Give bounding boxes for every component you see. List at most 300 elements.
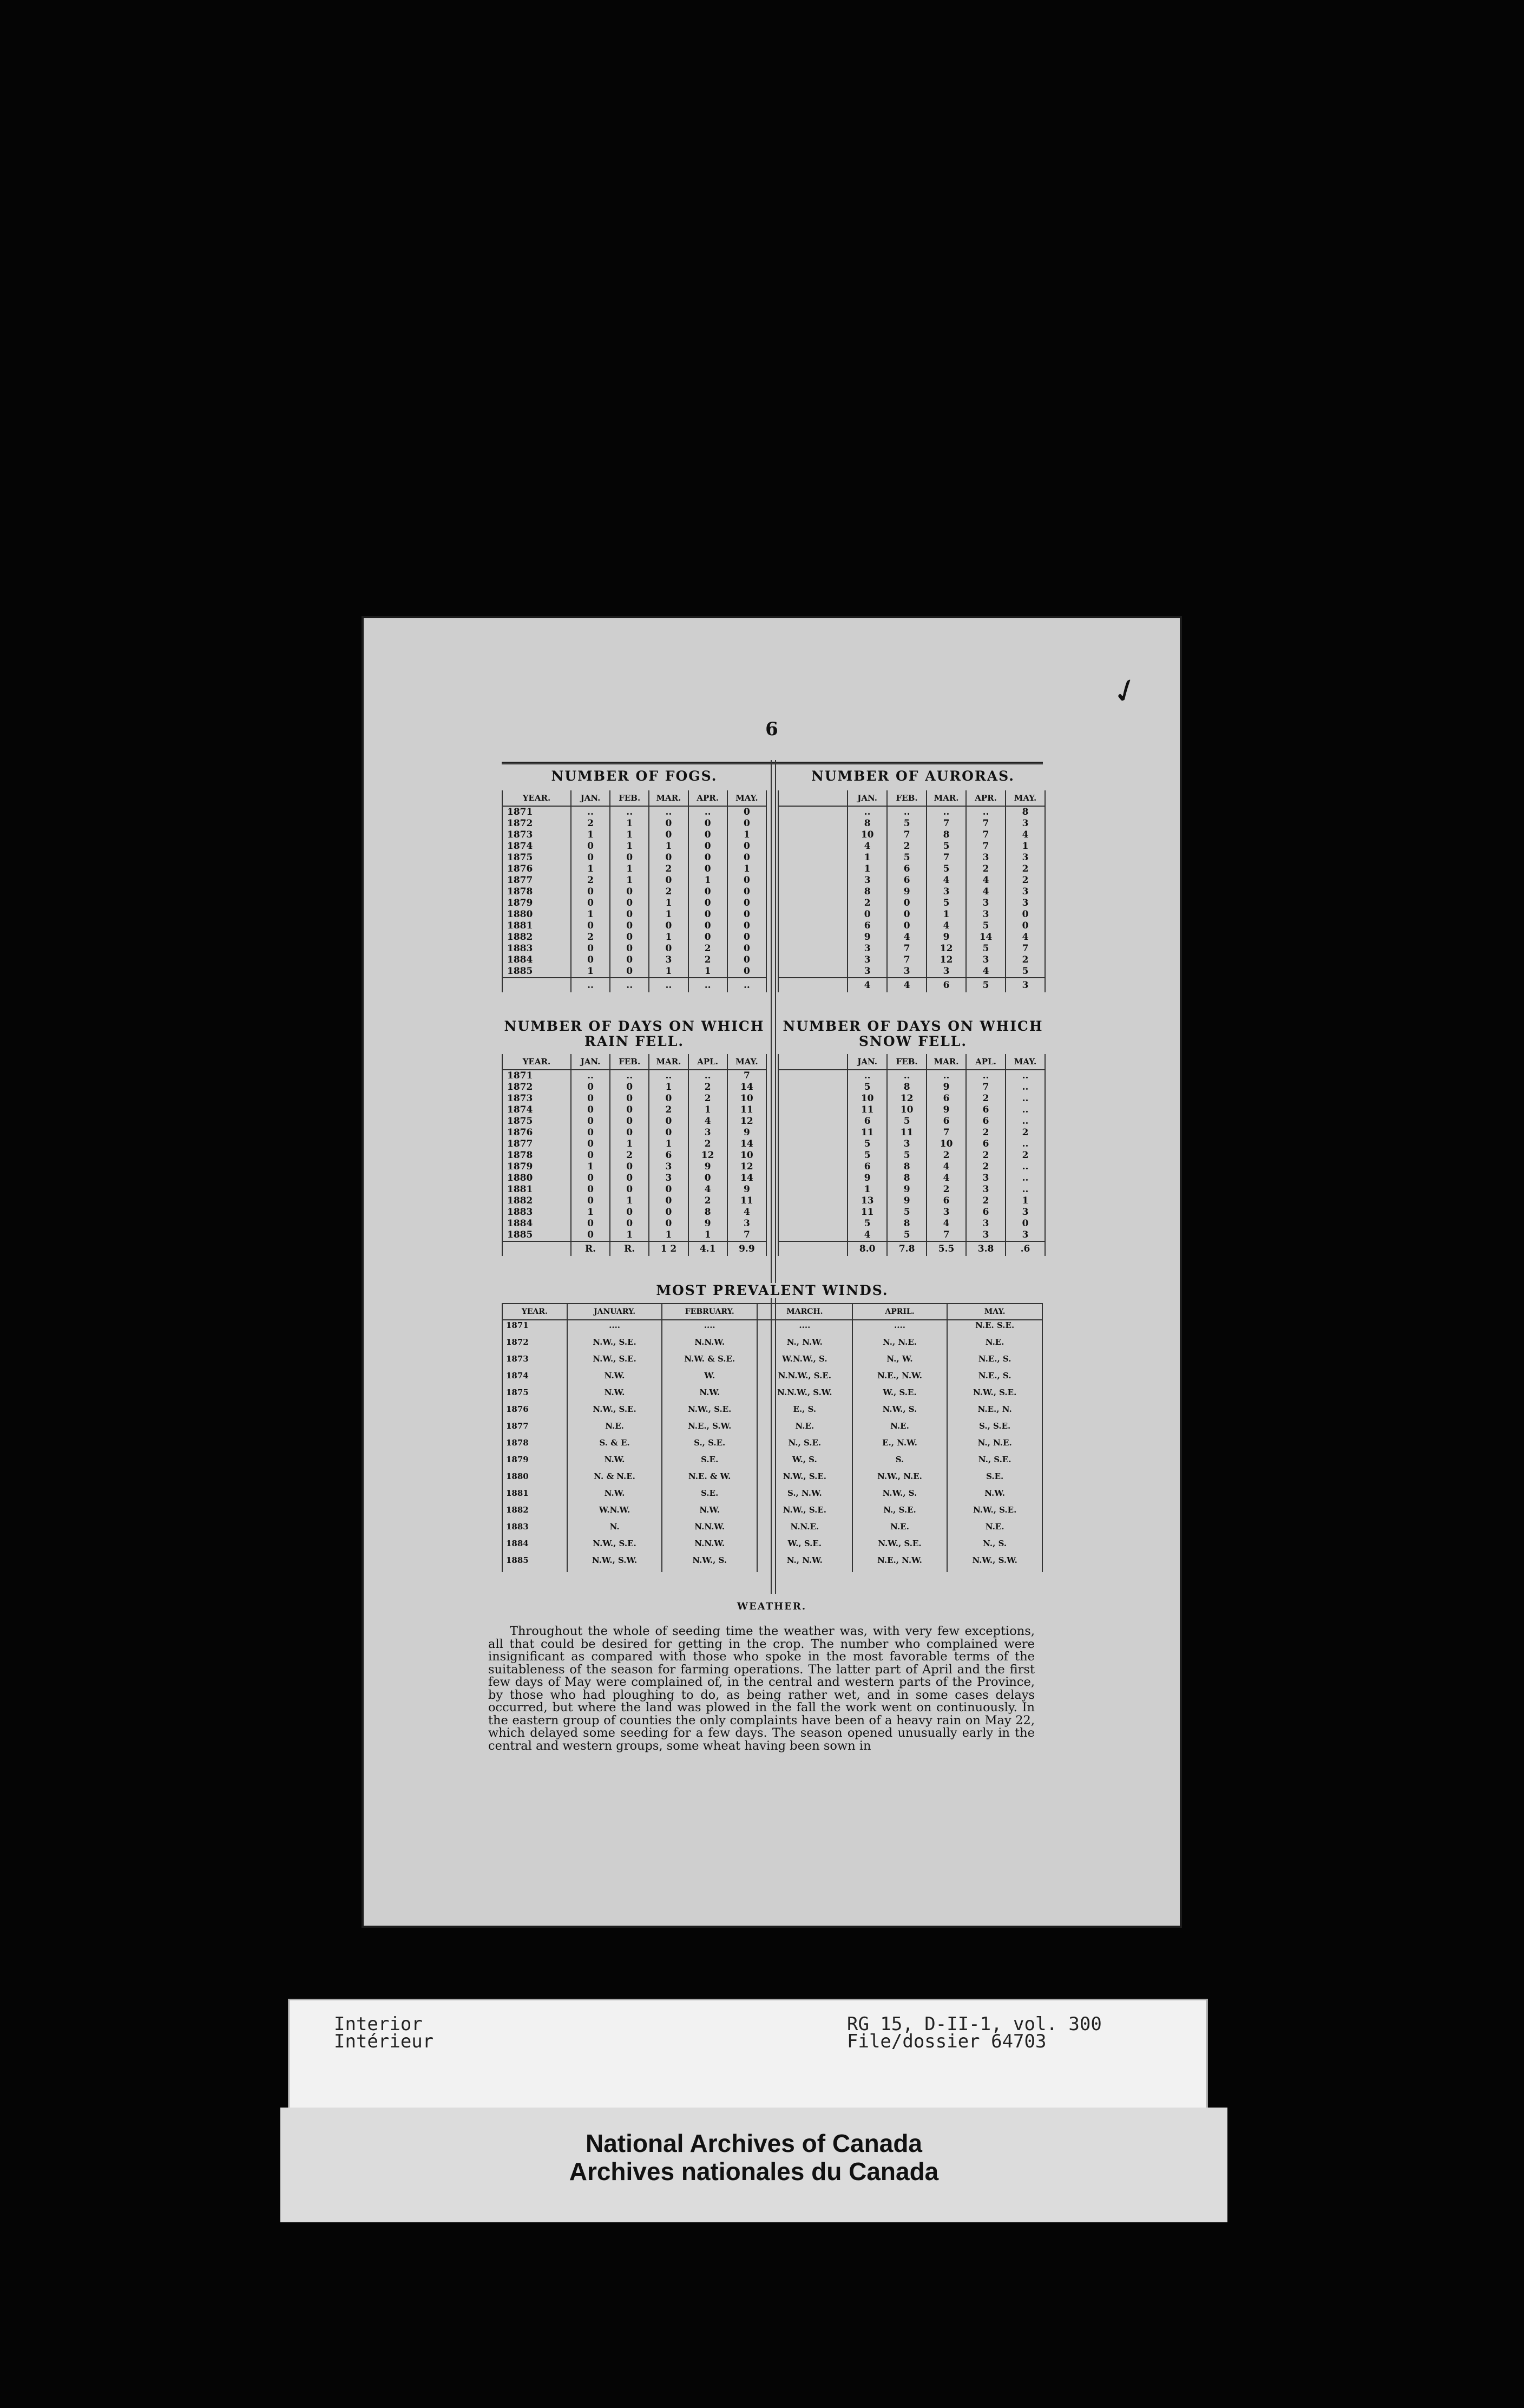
winds-header-cell: APRIL.: [852, 1304, 948, 1320]
auroras-cell: [778, 806, 848, 818]
rain-cell: 0: [649, 1093, 688, 1104]
snow-cell: 11: [887, 1127, 927, 1138]
auroras-cell: 4: [1006, 829, 1045, 841]
rain-cell: ..: [649, 1070, 688, 1082]
fogs-cell: 0: [571, 841, 610, 852]
winds-cell: E., N.W.: [852, 1438, 948, 1455]
fogs-cell: 0: [571, 852, 610, 863]
auroras-cell: 3: [966, 954, 1006, 966]
table-row: [778, 852, 1045, 863]
auroras-total-cell: 4: [887, 978, 927, 992]
fogs-cell: 1: [649, 909, 688, 920]
snow-cell: 9: [887, 1195, 927, 1207]
fogs-cell: 1884: [502, 954, 571, 966]
winds-cell: N.W., S.E.: [567, 1354, 662, 1371]
auroras-cell: 4: [966, 886, 1006, 898]
auroras-header-cell: FEB.: [887, 790, 927, 806]
snow-cell: ..: [966, 1070, 1006, 1082]
rain-table: [502, 1054, 767, 1256]
auroras-cell: 8: [848, 886, 887, 898]
snow-cell: [778, 1161, 848, 1173]
auroras-cell: 4: [966, 875, 1006, 886]
fogs-cell: ..: [649, 806, 688, 818]
rain-cell: 3: [688, 1127, 727, 1138]
winds-cell: ....: [567, 1320, 662, 1337]
rain-cell: 1879: [502, 1161, 571, 1173]
handwritten-mark: ✓: [1106, 669, 1145, 714]
rain-cell: 14: [727, 1173, 766, 1184]
rain-cell: 0: [610, 1207, 649, 1218]
rain-cell: 0: [649, 1218, 688, 1229]
table-row: [502, 1421, 1042, 1438]
winds-cell: N.W.: [662, 1505, 757, 1522]
winds-header-cell: FEBRUARY.: [662, 1304, 757, 1320]
rain-cell: 2: [688, 1195, 727, 1207]
rain-cell: 0: [571, 1127, 610, 1138]
rain-cell: 14: [727, 1082, 766, 1093]
auroras-cell: 1: [848, 852, 887, 863]
auroras-cell: 9: [927, 932, 966, 943]
table-row: [778, 818, 1045, 829]
auroras-cell: [778, 932, 848, 943]
auroras-cell: [778, 829, 848, 841]
table-row: [502, 1388, 1042, 1404]
rain-cell: 0: [649, 1184, 688, 1195]
auroras-cell: 4: [887, 932, 927, 943]
table-row: [502, 1173, 766, 1184]
winds-cell: N.W., S.W.: [567, 1555, 662, 1572]
auroras-cell: 12: [927, 954, 966, 966]
fogs-cell: 0: [688, 886, 727, 898]
auroras-cell: 2: [887, 841, 927, 852]
winds-cell: 1878: [502, 1438, 567, 1455]
table-row: [502, 1082, 766, 1093]
table-row: [778, 1229, 1045, 1241]
fogs-cell: 0: [571, 954, 610, 966]
fogs-cell: 2: [571, 932, 610, 943]
winds-cell: W., S.: [757, 1455, 852, 1471]
snow-cell: 1: [848, 1184, 887, 1195]
table-row: [502, 1471, 1042, 1488]
snow-cell: [778, 1127, 848, 1138]
rain-cell: 0: [571, 1173, 610, 1184]
snow-cell: 4: [927, 1173, 966, 1184]
auroras-cell: 10: [848, 829, 887, 841]
fogs-cell: 0: [649, 818, 688, 829]
snow-cell: ..: [1006, 1138, 1045, 1150]
snow-header-cell: MAY.: [1006, 1054, 1045, 1070]
snow-cell: 5: [887, 1116, 927, 1127]
auroras-cell: 9: [848, 932, 887, 943]
rain-cell: 1882: [502, 1195, 571, 1207]
snow-total-cell: 8.0: [848, 1241, 887, 1256]
snow-cell: 3: [966, 1173, 1006, 1184]
fogs-cell: 1871: [502, 806, 571, 818]
rain-cell: 1872: [502, 1082, 571, 1093]
winds-cell: N.W., S.W.: [947, 1555, 1042, 1572]
table-row: [778, 829, 1045, 841]
fogs-cell: 1: [727, 863, 766, 875]
table-row: [502, 1195, 766, 1207]
winds-cell: N.: [567, 1522, 662, 1539]
winds-cell: 1875: [502, 1388, 567, 1404]
rain-cell: 1: [649, 1082, 688, 1093]
winds-cell: 1885: [502, 1555, 567, 1572]
snow-cell: 8: [887, 1173, 927, 1184]
snow-cell: ..: [1006, 1093, 1045, 1104]
winds-cell: N.N.W., S.W.: [757, 1388, 852, 1404]
winds-cell: W.N.W., S.: [757, 1354, 852, 1371]
fogs-cell: 1: [610, 875, 649, 886]
auroras-total-cell: [778, 978, 848, 992]
totals-row: [778, 1241, 1045, 1256]
rain-cell: 14: [727, 1138, 766, 1150]
table-row: [778, 1127, 1045, 1138]
card-dept-en: Interior: [334, 2013, 423, 2035]
rain-cell: 0: [610, 1127, 649, 1138]
fogs-cell: 2: [649, 863, 688, 875]
auroras-cell: 5: [966, 920, 1006, 932]
rain-cell: 2: [688, 1082, 727, 1093]
winds-cell: E., S.: [757, 1404, 852, 1421]
auroras-header-cell: [778, 790, 848, 806]
rain-header-cell: FEB.: [610, 1054, 649, 1070]
winds-table: [502, 1303, 1043, 1572]
auroras-cell: 7: [966, 829, 1006, 841]
snow-header-cell: APL.: [966, 1054, 1006, 1070]
snow-cell: 2: [966, 1195, 1006, 1207]
auroras-cell: 4: [1006, 932, 1045, 943]
snow-cell: [778, 1093, 848, 1104]
table-row: [502, 1488, 1042, 1505]
table-row: [502, 886, 766, 898]
fogs-cell: 0: [727, 852, 766, 863]
auroras-cell: 1: [1006, 841, 1045, 852]
fogs-cell: 2: [571, 818, 610, 829]
auroras-cell: [778, 954, 848, 966]
winds-cell: N. & N.E.: [567, 1471, 662, 1488]
fogs-header-cell: MAY.: [727, 790, 766, 806]
rain-cell: 1: [688, 1104, 727, 1116]
snow-cell: 6: [966, 1138, 1006, 1150]
winds-cell: N., N.W.: [757, 1337, 852, 1354]
rain-cell: 0: [610, 1104, 649, 1116]
table-row: [778, 1207, 1045, 1218]
fogs-cell: 1875: [502, 852, 571, 863]
auroras-header-cell: APR.: [966, 790, 1006, 806]
snow-cell: ..: [927, 1070, 966, 1082]
auroras-header-cell: MAR.: [927, 790, 966, 806]
auroras-cell: 0: [1006, 909, 1045, 920]
table-row: [778, 1093, 1045, 1104]
snow-cell: 8: [887, 1082, 927, 1093]
rain-cell: 9: [688, 1218, 727, 1229]
table-row: [502, 806, 766, 818]
fogs-cell: 1877: [502, 875, 571, 886]
rain-cell: 0: [649, 1207, 688, 1218]
card-file: File/dossier 64703: [847, 2031, 1047, 2052]
snow-cell: ..: [1006, 1070, 1045, 1082]
snow-cell: 6: [966, 1116, 1006, 1127]
table-row: [778, 886, 1045, 898]
snow-cell: 13: [848, 1195, 887, 1207]
snow-cell: 5: [848, 1218, 887, 1229]
fogs-title: NUMBER OF FOGS.: [551, 768, 718, 784]
table-row: [502, 1522, 1042, 1539]
totals-row: [502, 1241, 766, 1256]
rain-cell: 9: [727, 1127, 766, 1138]
table-row: [502, 841, 766, 852]
fogs-cell: ..: [610, 806, 649, 818]
winds-header-cell: MAY.: [947, 1304, 1042, 1320]
auroras-cell: 8: [848, 818, 887, 829]
auroras-cell: [778, 841, 848, 852]
fogs-cell: 1: [649, 841, 688, 852]
fogs-cell: 1: [688, 875, 727, 886]
auroras-cell: 6: [848, 920, 887, 932]
fogs-cell: 1874: [502, 841, 571, 852]
fogs-cell: 0: [571, 898, 610, 909]
rain-cell: 1881: [502, 1184, 571, 1195]
totals-row: [502, 978, 766, 992]
rain-cell: 3: [727, 1218, 766, 1229]
auroras-cell: 5: [927, 898, 966, 909]
table-row: [502, 1116, 766, 1127]
rain-total-cell: R.: [610, 1241, 649, 1256]
fogs-cell: 1: [571, 863, 610, 875]
rain-cell: 1874: [502, 1104, 571, 1116]
auroras-cell: 2: [966, 863, 1006, 875]
snow-cell: 6: [966, 1104, 1006, 1116]
rain-cell: 12: [688, 1150, 727, 1161]
auroras-cell: 3: [966, 898, 1006, 909]
winds-cell: N., S.E.: [852, 1505, 948, 1522]
table-row: [778, 1173, 1045, 1184]
snow-cell: 6: [966, 1207, 1006, 1218]
snow-cell: 3: [966, 1184, 1006, 1195]
snow-cell: ..: [1006, 1116, 1045, 1127]
auroras-cell: 5: [1006, 966, 1045, 978]
winds-cell: W., S.E.: [852, 1388, 948, 1404]
table-row: [778, 1184, 1045, 1195]
winds-cell: N.E., S.W.: [662, 1421, 757, 1438]
rain-cell: 10: [727, 1093, 766, 1104]
winds-cell: N.E.: [567, 1421, 662, 1438]
winds-cell: N.W., S.E.: [947, 1388, 1042, 1404]
winds-cell: N.N.E.: [757, 1522, 852, 1539]
rain-cell: ..: [610, 1070, 649, 1082]
snow-cell: 7: [927, 1127, 966, 1138]
rain-cell: 0: [571, 1104, 610, 1116]
auroras-total-cell: 4: [848, 978, 887, 992]
auroras-cell: 0: [887, 898, 927, 909]
fogs-cell: 2: [688, 943, 727, 954]
rain-cell: 0: [610, 1218, 649, 1229]
fogs-cell: 1883: [502, 943, 571, 954]
snow-title: NUMBER OF DAYS ON WHICH SNOW FELL.: [783, 1018, 1043, 1049]
snow-cell: 11: [848, 1207, 887, 1218]
fogs-cell: 0: [610, 966, 649, 978]
rain-cell: 2: [649, 1104, 688, 1116]
rain-cell: 12: [727, 1161, 766, 1173]
winds-cell: N.W., N.E.: [852, 1471, 948, 1488]
winds-cell: 1879: [502, 1455, 567, 1471]
rain-cell: 1875: [502, 1116, 571, 1127]
snow-cell: 3: [966, 1229, 1006, 1241]
table-row: [502, 1404, 1042, 1421]
snow-cell: 2: [1006, 1150, 1045, 1161]
winds-header-cell: YEAR.: [502, 1304, 567, 1320]
snow-cell: 10: [848, 1093, 887, 1104]
auroras-cell: 7: [927, 818, 966, 829]
rain-cell: 0: [610, 1173, 649, 1184]
rain-cell: 1883: [502, 1207, 571, 1218]
snow-total-cell: 5.5: [927, 1241, 966, 1256]
table-row: [502, 1127, 766, 1138]
fogs-cell: 1: [610, 818, 649, 829]
fogs-header-cell: MAR.: [649, 790, 688, 806]
rain-cell: 1: [610, 1195, 649, 1207]
rain-cell: 10: [727, 1150, 766, 1161]
snow-cell: 4: [927, 1161, 966, 1173]
auroras-cell: 7: [966, 818, 1006, 829]
table-row: [502, 1455, 1042, 1471]
fogs-cell: 1: [649, 932, 688, 943]
table-row: [502, 1150, 766, 1161]
rain-cell: 1877: [502, 1138, 571, 1150]
rain-title: NUMBER OF DAYS ON WHICH RAIN FELL.: [504, 1018, 765, 1049]
snow-cell: 9: [848, 1173, 887, 1184]
table-row: [502, 1093, 766, 1104]
winds-cell: N.N.W., S.E.: [757, 1371, 852, 1388]
winds-cell: 1871: [502, 1320, 567, 1337]
fogs-cell: 0: [610, 954, 649, 966]
fogs-cell: 0: [688, 852, 727, 863]
fogs-cell: 0: [727, 875, 766, 886]
snow-cell: ..: [1006, 1104, 1045, 1116]
snow-cell: 7: [927, 1229, 966, 1241]
rain-cell: 2: [688, 1138, 727, 1150]
rain-header-cell: APL.: [688, 1054, 727, 1070]
winds-cell: S.E.: [662, 1488, 757, 1505]
rain-cell: 4: [688, 1184, 727, 1195]
snow-cell: 5: [848, 1150, 887, 1161]
auroras-cell: ..: [887, 806, 927, 818]
snow-cell: 3: [1006, 1229, 1045, 1241]
snow-cell: [778, 1070, 848, 1082]
winds-cell: N.E.: [852, 1421, 948, 1438]
fogs-cell: 0: [727, 898, 766, 909]
winds-cell: N.W., S.E.: [757, 1505, 852, 1522]
snow-cell: [778, 1207, 848, 1218]
winds-cell: S.E.: [662, 1455, 757, 1471]
winds-cell: 1874: [502, 1371, 567, 1388]
table-row: [502, 943, 766, 954]
winds-cell: N.W.: [662, 1388, 757, 1404]
winds-cell: ....: [662, 1320, 757, 1337]
fogs-cell: 0: [727, 954, 766, 966]
fogs-cell: 0: [649, 875, 688, 886]
winds-cell: N.E., S.: [947, 1354, 1042, 1371]
auroras-cell: 3: [927, 886, 966, 898]
rain-cell: 0: [571, 1229, 610, 1241]
winds-cell: N.E., N.: [947, 1404, 1042, 1421]
snow-cell: 9: [887, 1184, 927, 1195]
auroras-cell: 6: [887, 863, 927, 875]
fogs-total-cell: [502, 978, 571, 992]
table-row: [778, 1116, 1045, 1127]
table-row: [778, 1082, 1045, 1093]
auroras-cell: 0: [848, 909, 887, 920]
fogs-cell: 0: [610, 932, 649, 943]
rain-cell: 0: [649, 1127, 688, 1138]
winds-cell: 1882: [502, 1505, 567, 1522]
table-row: [778, 932, 1045, 943]
archive-card: [290, 2000, 1206, 2109]
fogs-cell: 0: [688, 863, 727, 875]
winds-cell: N.W., S.: [852, 1404, 948, 1421]
table-row: [502, 1207, 766, 1218]
auroras-cell: 7: [887, 829, 927, 841]
fogs-cell: 0: [727, 966, 766, 978]
winds-cell: N.W.: [567, 1455, 662, 1471]
auroras-cell: 3: [848, 943, 887, 954]
auroras-cell: [778, 886, 848, 898]
snow-cell: 6: [848, 1116, 887, 1127]
rain-cell: 0: [610, 1116, 649, 1127]
fogs-cell: 0: [610, 886, 649, 898]
snow-cell: ..: [1006, 1161, 1045, 1173]
fogs-total-cell: ..: [649, 978, 688, 992]
table-row: [778, 920, 1045, 932]
rain-cell: 1871: [502, 1070, 571, 1082]
rain-total-cell: R.: [571, 1241, 610, 1256]
fogs-cell: 0: [688, 932, 727, 943]
table-row: [502, 1354, 1042, 1371]
auroras-cell: 3: [887, 966, 927, 978]
snow-cell: 2: [1006, 1127, 1045, 1138]
winds-cell: N.E., N.W.: [852, 1555, 948, 1572]
snow-cell: [778, 1184, 848, 1195]
auroras-cell: [778, 898, 848, 909]
snow-cell: [778, 1229, 848, 1241]
winds-cell: N.E.: [947, 1522, 1042, 1539]
snow-total-cell: 7.8: [887, 1241, 927, 1256]
snow-cell: 3: [887, 1138, 927, 1150]
winds-cell: N.W.: [567, 1388, 662, 1404]
fogs-cell: 0: [571, 920, 610, 932]
fogs-table: [502, 790, 767, 992]
winds-cell: N.W., S.E.: [567, 1337, 662, 1354]
snow-cell: 5: [848, 1138, 887, 1150]
page-number: 6: [765, 718, 778, 740]
snow-cell: ..: [848, 1070, 887, 1082]
auroras-cell: [778, 943, 848, 954]
table-row: [502, 920, 766, 932]
table-row: [778, 806, 1045, 818]
snow-cell: 10: [927, 1138, 966, 1150]
fogs-cell: 0: [727, 943, 766, 954]
table-row: [502, 1104, 766, 1116]
winds-cell: ....: [852, 1320, 948, 1337]
winds-cell: 1884: [502, 1539, 567, 1555]
fogs-total-cell: ..: [610, 978, 649, 992]
rain-cell: 0: [610, 1161, 649, 1173]
rain-cell: 0: [571, 1093, 610, 1104]
winds-cell: S., N.W.: [757, 1488, 852, 1505]
auroras-total-cell: 6: [927, 978, 966, 992]
winds-cell: N.E., N.W.: [852, 1371, 948, 1388]
